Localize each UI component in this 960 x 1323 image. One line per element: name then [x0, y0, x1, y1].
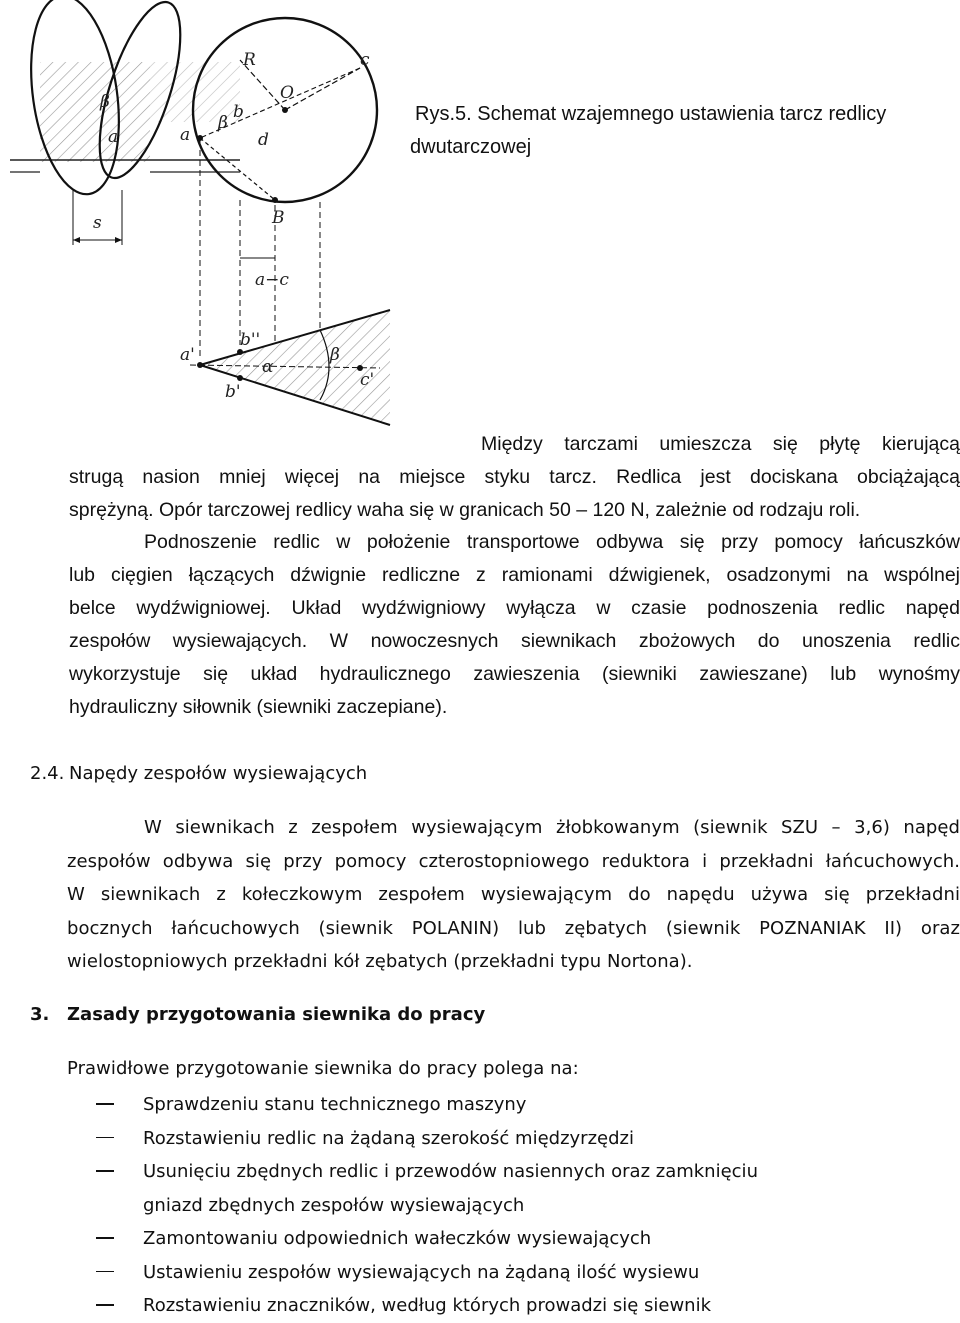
paragraph-drives	[67, 811, 960, 979]
dash-bullet-icon	[96, 1137, 114, 1139]
svg-text:b': b'	[225, 382, 241, 402]
svg-text:b: b	[233, 102, 244, 122]
section-title: Zasady przygotowania siewnika do pracy	[67, 1004, 486, 1025]
svg-text:a': a'	[180, 345, 195, 365]
svg-text:a: a	[180, 125, 191, 145]
section-number: 3.	[30, 1004, 50, 1025]
svg-text:α: α	[262, 357, 274, 377]
plan-view-wedge	[190, 310, 390, 425]
caption-line: Rys.5. Schemat wzajemnego ustawienia tarcz redlicy	[415, 103, 887, 125]
paragraph-line: wykorzystuje się układ hydraulicznego zawieszenia (siewniki zawieszane) lub wynośmy	[69, 663, 960, 685]
dash-bullet-icon	[96, 1237, 114, 1239]
paragraph-line: W siewnikach z zespołem wysiewającym żłobkowanym (siewnik SZU – 3,6) napęd	[144, 817, 960, 838]
paragraph-line: bocznych łańcuchowych (siewnik POLANIN) lub zębatych (siewnik POZNANIAK II) oraz	[67, 917, 960, 939]
coulter-discs-diagram	[0, 0, 400, 440]
paragraph-plate	[69, 428, 960, 527]
paragraph-line: Podnoszenie redlic w położenie transportowe odbywa się przy pomocy łańcuszków	[144, 531, 960, 553]
svg-text:a: a	[108, 127, 119, 147]
svg-text:β: β	[218, 113, 228, 133]
paragraph-line: zespołów odbywa się przy pomocy czterostopniowego reduktora i przekładni łańcuchowych.	[67, 850, 960, 872]
section-number: 2.4.	[30, 763, 65, 784]
svg-text:c: c	[360, 50, 370, 70]
list-item: Rozstawieniu znaczników, według których prowadzi się siewnik	[0, 1289, 960, 1323]
svg-text:b'': b''	[240, 330, 261, 350]
svg-text:s: s	[93, 213, 102, 233]
paragraph-line: sprężyną. Opór tarczowej redlicy waha się w granicach 50 – 120 N, zależnie od rodzaju roli.	[69, 499, 861, 521]
list-intro: Prawidłowe przygotowanie siewnika do pracy polega na:	[67, 1058, 579, 1079]
svg-text:c': c'	[360, 370, 375, 390]
paragraph-lifting	[69, 526, 960, 724]
dash-bullet-icon	[96, 1103, 114, 1105]
list-item: Sprawdzeniu stanu technicznego maszyny	[0, 1088, 960, 1122]
caption-line: dwutarczowej	[410, 136, 532, 158]
preparation-list	[0, 1088, 960, 1323]
list-item: Usunięciu zbędnych redlic i przewodów nasiennych oraz zamknięciu gniazd zbędnych zespołów wysiewających	[0, 1155, 960, 1222]
svg-text:β: β	[100, 92, 110, 112]
svg-text:B: B	[272, 208, 285, 228]
figure-caption	[410, 98, 930, 164]
svg-text:O: O	[280, 83, 294, 103]
svg-text:a−c: a−c	[255, 270, 289, 290]
paragraph-line: belce wydźwigniowej. Układ wydźwigniowy wyłącza w czasie podnoszenia redlic napęd	[69, 597, 960, 619]
section-title: Napędy zespołów wysiewających	[69, 763, 368, 784]
paragraph-line: hydrauliczny siłownik (siewniki zaczepiane).	[69, 696, 448, 718]
svg-text:β: β	[330, 345, 340, 365]
dash-bullet-icon	[96, 1304, 114, 1306]
dash-bullet-icon	[96, 1170, 114, 1172]
paragraph-line: lub cięgien łączących dźwignie redliczne z ramionami dźwigienek, osadzonymi na wspólnej	[69, 564, 960, 586]
paragraph-line: wielostopniowych przekładni kół zębatych (przekładni typu Nortona).	[67, 951, 693, 972]
dash-bullet-icon	[96, 1271, 114, 1273]
svg-text:d: d	[258, 130, 269, 150]
svg-text:R: R	[243, 50, 256, 70]
paragraph-line: Między tarczami umieszcza się płytę kierującą	[481, 433, 960, 455]
list-item: Rozstawieniu redlic na żądaną szerokość międzyrzędzi	[0, 1122, 960, 1156]
paragraph-line: strugą nasion mniej więcej na miejsce styku tarcz. Redlica jest dociskana obciążającą	[69, 466, 960, 488]
paragraph-line: zespołów wysiewających. W nowoczesnych siewnikach zbożowych do unoszenia redlic	[69, 630, 960, 652]
list-item: Zamontowaniu odpowiednich wałeczków wysiewających	[0, 1222, 960, 1256]
list-item: Ustawieniu zespołów wysiewających na żądaną ilość wysiewu	[0, 1256, 960, 1290]
paragraph-line: W siewnikach z kołeczkowym zespołem wysiewającym do napędu używa się przekładni	[67, 884, 960, 905]
